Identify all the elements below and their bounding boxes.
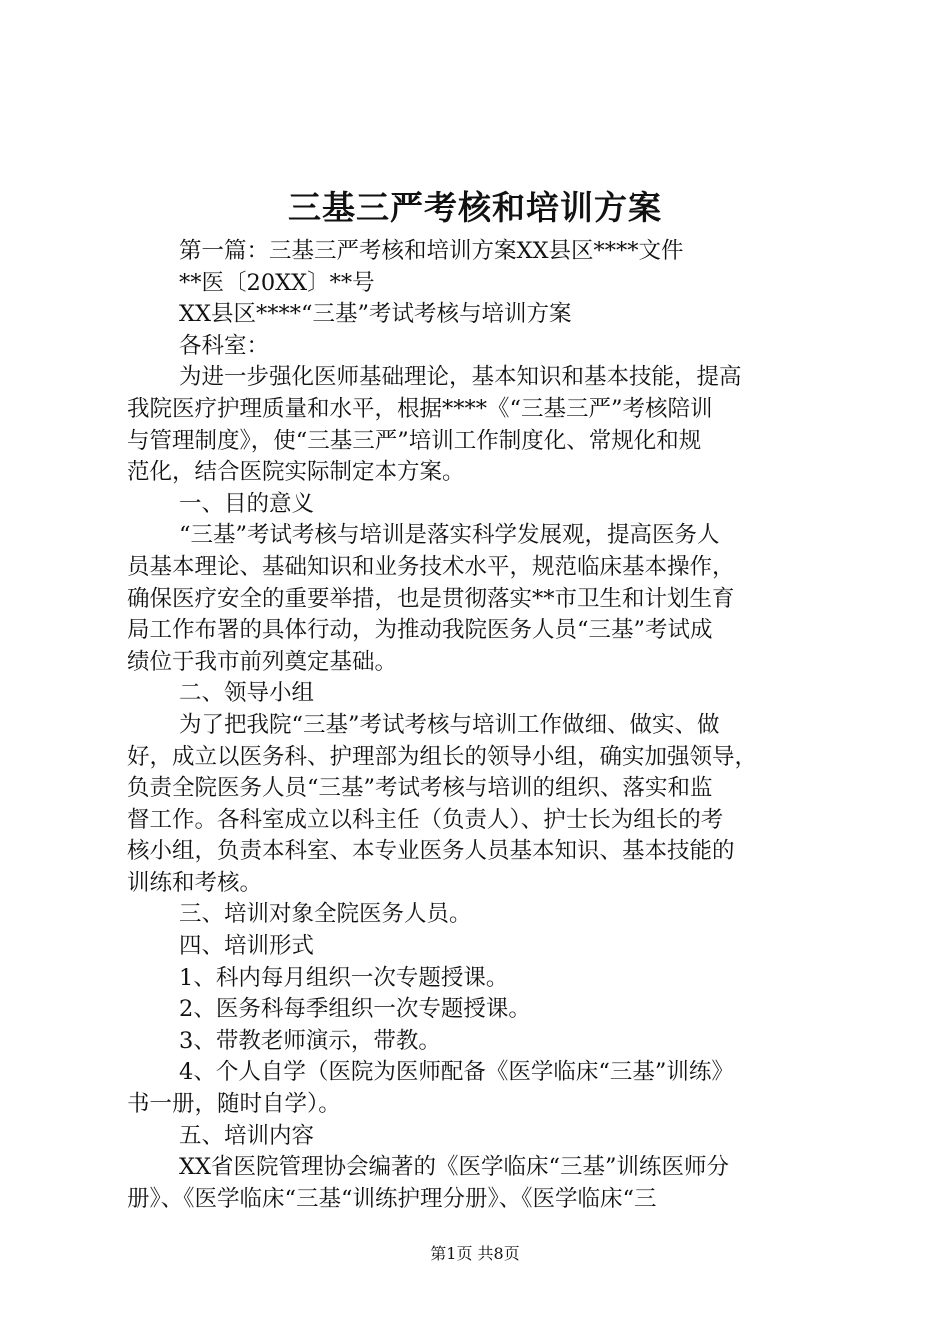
text-line: 与管理制度》，使“三基三严”培训工作制度化、常规化和规 xyxy=(127,427,702,454)
text-line: 绩位于我市前列奠定基础。 xyxy=(127,648,398,675)
text-line: 2、医务科每季组织一次专题授课。 xyxy=(179,996,531,1023)
text-line: 第一篇：三基三严考核和培训方案XX县区****文件 xyxy=(179,238,684,264)
text-line: 好，成立以医务科、护理部为组长的领导小组，确实加强领导， xyxy=(127,743,758,770)
text-line: 册》、《医学临床“三基“训练护理分册》、《医学临床“三 xyxy=(127,1185,657,1212)
text-line: 督工作。各科室成立以科主任（负责人）、护士长为组长的考 xyxy=(127,806,724,833)
text-line: 范化，结合医院实际制定本方案。 xyxy=(127,459,465,486)
text-line: 4、个人自学（医院为医师配备《医学临床“三基”训练》 xyxy=(179,1059,734,1086)
document-body xyxy=(127,236,837,1215)
page-footer: 第1页 共8页 xyxy=(430,1244,520,1263)
text-line: 一、目的意义 xyxy=(179,490,315,517)
text-line: 书一册，随时自学）。 xyxy=(127,1091,341,1118)
text-line: 1、科内每月组织一次专题授课。 xyxy=(179,964,509,991)
text-line: 局工作布署的具体行动，为推动我院医务人员“三基”考试成 xyxy=(127,617,713,644)
text-line: 五、培训内容 xyxy=(179,1122,315,1149)
text-line: 3、带教老师演示，带教。 xyxy=(179,1027,441,1054)
text-line: 我院医疗护理质量和水平，根据****《“三基三严”考核陪训 xyxy=(127,395,713,422)
text-line: 为进一步强化医师基础理论，基本知识和基本技能，提高 xyxy=(179,364,742,391)
text-line: 为了把我院“三基”考试考核与培训工作做细、做实、做 xyxy=(179,711,720,738)
text-line: XX省医院管理协会编著的《医学临床“三基”训练医师分 xyxy=(179,1154,730,1181)
text-line: 四、培训形式 xyxy=(179,933,315,960)
text-line: 员基本理论、基础知识和业务技术水平，规范临床基本操作， xyxy=(127,553,735,580)
text-line: 二、领导小组 xyxy=(179,680,315,707)
text-line: 各科室： xyxy=(179,332,270,359)
text-line: “三基”考试考核与培训是落实科学发展观，提高医务人 xyxy=(179,522,720,549)
text-line: 训练和考核。 xyxy=(127,869,263,896)
document-title: 三基三严考核和培训方案 xyxy=(288,188,662,227)
text-line: XX县区****“三基”考试考核与培训方案 xyxy=(179,301,572,328)
text-line: 核小组，负责本科室、本专业医务人员基本知识、基本技能的 xyxy=(127,838,735,865)
text-line: 负责全院医务人员“三基”考试考核与培训的组织、落实和监 xyxy=(127,775,713,802)
text-line: 三、培训对象全院医务人员。 xyxy=(179,901,472,928)
text-line: 确保医疗安全的重要举措，也是贯彻落实**市卫生和计划生育 xyxy=(127,585,735,612)
text-line: **医〔20XX〕**号 xyxy=(179,269,375,296)
